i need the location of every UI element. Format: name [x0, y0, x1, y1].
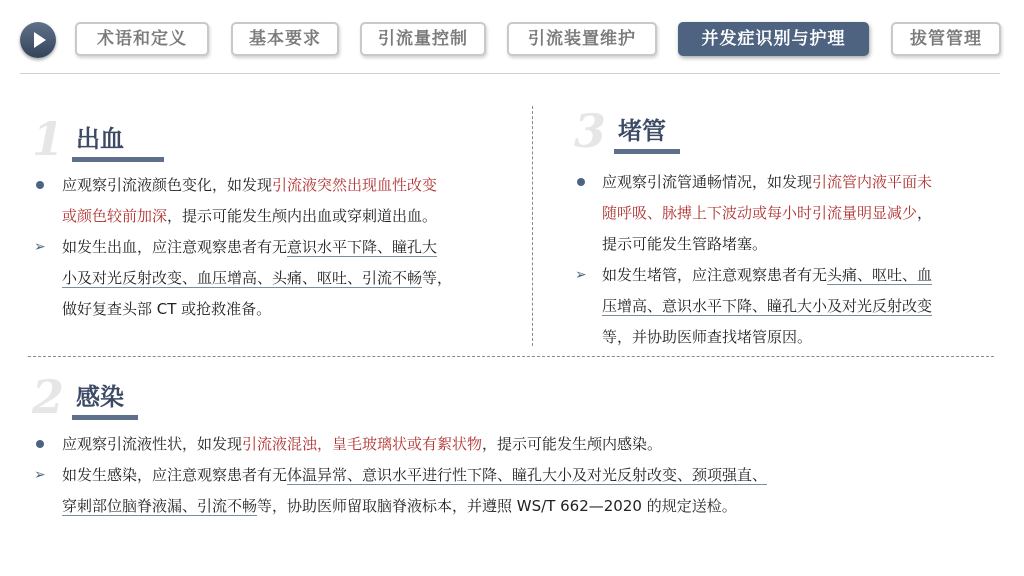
text: 应观察引流液性状，如发现: [62, 435, 243, 453]
infection-observation: [62, 429, 1002, 460]
title-underline: [72, 157, 164, 162]
blockage-observation: [602, 167, 992, 260]
section-title-blockage: 堵管: [618, 116, 666, 145]
text: 提示可能发生管路堵塞。: [602, 235, 768, 253]
bullet-dot-icon: [36, 181, 44, 189]
infection-action: [62, 460, 1002, 522]
arrow-bullet-icon: ➢: [575, 267, 587, 283]
underlined-text: 压增高、意识水平下降、瞳孔大小及对光反射改变: [602, 297, 933, 315]
tab-drainage-control[interactable]: 引流量控制: [360, 22, 486, 56]
underlined-text: 穿刺部位脑脊液漏、引流不畅: [62, 497, 258, 515]
title-underline: [72, 415, 138, 420]
tab-device-maintenance[interactable]: 引流装置维护: [507, 22, 657, 56]
text: 等，: [422, 269, 453, 287]
nav-divider: [20, 73, 1000, 74]
section-title-bleeding: 出血: [76, 124, 124, 153]
text: 做好复查头部 CT 或抢救准备。: [62, 300, 272, 318]
section-number: 2: [32, 370, 65, 424]
bleeding-observation: [62, 170, 512, 232]
highlight-text: 或颜色较前加深: [62, 207, 168, 225]
arrow-bullet-icon: ➢: [34, 467, 46, 483]
play-button[interactable]: [20, 22, 56, 58]
vertical-divider: [532, 106, 533, 346]
bullet-dot-icon: [577, 178, 585, 186]
text: 如发生感染，应注意观察患者有无: [62, 466, 288, 484]
text: 如发生出血，应注意观察患者有无: [62, 238, 288, 256]
underlined-text: 体温异常、意识水平进行性下降、瞳孔大小及对光反射改变、颈项强直、: [287, 466, 768, 484]
text: 如发生堵管，应注意观察患者有无: [602, 266, 828, 284]
highlight-text: 引流液突然出现血性改变: [272, 176, 438, 194]
highlight-text: 随呼吸、脉搏上下波动或每小时引流量明显减少: [602, 204, 918, 222]
highlight-text: 引流管内液平面未: [812, 173, 933, 191]
bleeding-action: [62, 232, 512, 325]
play-icon: [20, 22, 56, 58]
text: 应观察引流液颜色变化，如发现: [62, 176, 273, 194]
text: ，提示可能发生颅内出血或穿刺道出血。: [167, 207, 438, 225]
text: ，: [917, 204, 933, 222]
horizontal-divider: [28, 356, 994, 357]
section-number: 1: [32, 112, 65, 166]
text: 应观察引流管通畅情况，如发现: [602, 173, 813, 191]
underlined-text: 头痛、呕吐、血: [827, 266, 933, 284]
section-number: 3: [574, 104, 607, 158]
tab-terms-definitions[interactable]: 术语和定义: [75, 22, 209, 56]
text: 等，并协助医师查找堵管原因。: [602, 328, 813, 346]
underlined-text: 小及对光反射改变、血压增高、头痛、呕吐、引流不畅: [62, 269, 423, 287]
arrow-bullet-icon: ➢: [34, 239, 46, 255]
tab-basic-requirements[interactable]: 基本要求: [231, 22, 339, 56]
tab-complications[interactable]: 并发症识别与护理: [678, 22, 869, 56]
tab-extubation[interactable]: 拔管管理: [891, 22, 1001, 56]
bullet-dot-icon: [36, 440, 44, 448]
text: 等，协助医师留取脑脊液标本，并遵照 WS/T 662—2020 的规定送检。: [257, 497, 737, 515]
highlight-text: 引流液混浊，皇毛玻璃状或有絮状物: [242, 435, 483, 453]
underlined-text: 意识水平下降、瞳孔大: [287, 238, 438, 256]
title-underline: [614, 149, 680, 154]
top-navigation: [0, 0, 1024, 80]
section-title-infection: 感染: [76, 382, 124, 411]
blockage-action: [602, 260, 992, 353]
text: ，提示可能发生颅内感染。: [482, 435, 663, 453]
